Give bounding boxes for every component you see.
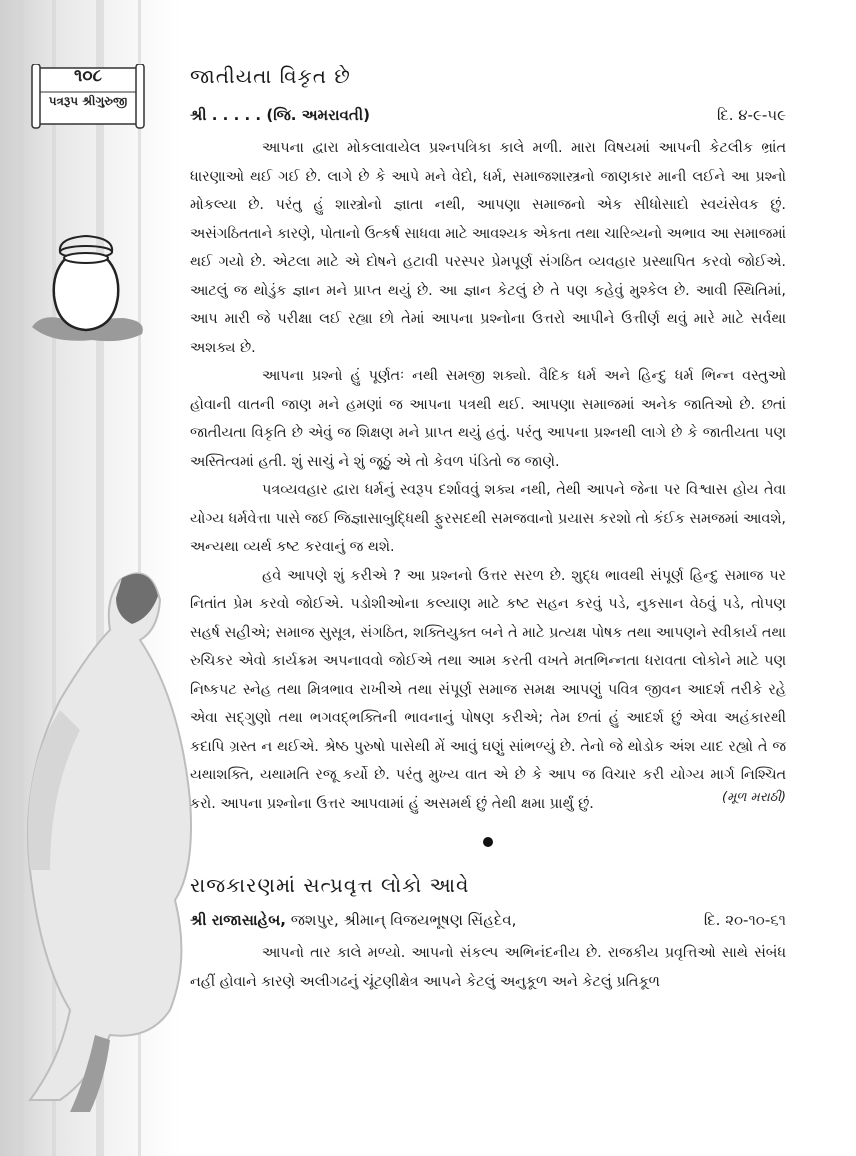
letter-meta-2 (190, 911, 786, 929)
recipient-1: શ્રી . . . . . (જિ. અમરાવતી) (190, 106, 370, 124)
letter1-paragraph: હવે આપણે શું કરીએ ? આ પ્રશ્નનો ઉત્તર સરળ છે. શુદ્ધ ભાવથી સંપૂર્ણ હિન્દુ સમાજ પર નિતાંત પ્રેમ કરવો જોઈએ. પડોશીઓના કલ્યાણ માટે કષ્ટ સહન કરવું પડે, નુકસાન વેઠવું પડે, તોપણ સહર્ષ સહીએ; સમાજ સુસૂત્ર, સંગઠિત, શક્તિયુક્ત બને તે માટે પ્રત્યક્ષ પોષક તથા આપણને સ્વીકાર્ય તથા રુચિકર એવો કાર્યક્રમ અપનાવવો જોઈએ તથા આમ કરતી વખતે મતભિન્નતા ધરાવતા લોકોને માટે પણ નિષ્કપટ સ્નેહ તથા મિત્રભાવ રાખીએ તથા સંપૂર્ણ સમાજ સમક્ષ આપણું પવિત્ર જીવન આદર્શ તરીકે રહે એવા સદ્ગુણો તથા ભગવદ્ભક્તિની ભાવનાનું પોષણ કરીએ; તેમ છતાં હું આદર્શ છું એવા અહંકારથી કદાપિ ગ્રસ્ત ન થઈએ. શ્રેષ્ઠ પુરુષો પાસેથી મેં આવું ઘણું સાંભળ્યું છે. તેનો જે થોડોક અંશ યાદ રહ્યો તે જ યથાશક્તિ, યથામતિ રજૂ કર્યો છે. પરંતુ મુખ્ય વાત એ છે કે આપ જ વિચાર કરી યોગ્ય માર્ગ નિશ્ચિત કરો. આપના પ્રશ્નોના ઉત્તર આપવામાં હું અસમર્થ છું તેથી ક્ષમા પ્રાર્થું છું. (190, 567, 786, 812)
page-content (190, 64, 786, 996)
pot-illustration-icon (22, 232, 152, 362)
section-divider-bullet (483, 837, 493, 847)
recipient-2-name: શ્રી રાજાસાહેબ, (190, 911, 286, 929)
letter-meta-1 (190, 106, 786, 124)
letter1-paragraph: આપના દ્વારા મોકલાવાયેલ પ્રશ્નપત્રિકા કાલે મળી. મારા વિષયમાં આપની કેટલીક ભ્રાંત ધારણાઓ થઈ ગઈ છે. લાગે છે કે આપે મને વેદો, ધર્મ, સમાજશાસ્ત્રનો જાણકાર માની લઈને આ પ્રશ્નો મોકલ્યા છે. પરંતુ હું શાસ્ત્રોનો જ્ઞાતા નથી, આપણા સમાજનો એક સીધોસાદો સ્વયંસેવક છું. અસંગઠિતતાને કારણે, પોતાનો ઉત્કર્ષ સાધવા માટે આવશ્યક એકતા તથા ચારિત્ર્યનો અભાવ આ સમાજમાં થઈ ગયો છે. એટલા માટે એ દોષને હટાવી પરસ્પર પ્રેમપૂર્ણ સંગઠિત વ્યવહાર પ્રસ્થાપિત કરવો જોઈએ. આટલું જ થોડુંક જ્ઞાન મને પ્રાપ્ત થયું છે. આ જ્ઞાન કેટલું છે તે પણ કહેવું મુશ્કેલ છે. આવી સ્થિતિમાં, આપ મારી જે પરીક્ષા લઈ રહ્યા છો તેમાં આપના પ્રશ્નોના ઉત્તરો આપીને ઉત્તીર્ણ થવું મારે માટે સર્વથા અશક્ય છે. (190, 140, 786, 356)
letter1-paragraph: પત્રવ્યવહાર દ્વારા ધર્મનું સ્વરૂપ દર્શાવવું શક્ય નથી, તેથી આપને જેના પર વિશ્વાસ હોય તેવા યોગ્ય ધર્મવેત્તા પાસે જઈ જિજ્ઞાસાબુદ્ધિથી ફુરસદથી સમજવાનો પ્રયાસ કરશો તો કંઈક સમજમાં આવશે, અન્યથા વ્યર્થ કષ્ટ કરવાનું જ થશે. (190, 482, 786, 555)
recipient-2 (190, 911, 516, 929)
letter1-paragraph: આપના પ્રશ્નો હું પૂર્ણતઃ નથી સમજી શક્યો. વૈદિક ધર્મ અને હિન્દુ ધર્મ ભિન્ન વસ્તુઓ હોવાની વાતની જાણ મને હમણાં જ આપના પત્રથી થઈ. આપણા સમાજમાં અનેક જાતિઓ છે. છતાં જાતીયતા વિકૃતિ છે એવું જ શિક્ષણ મને પ્રાપ્ત થયું હતું. પરંતુ આપના પ્રશ્નથી લાગે છે કે જાતીયતા પણ અસ્તિત્વમાં હતી. શું સાચું ને શું જૂઠું એ તો કેવળ પંડિતો જ જાણે. (190, 368, 786, 470)
letter2-paragraph: આપનો તાર કાલે મળ્યો. આપનો સંકલ્પ અભિનંદનીય છે. રાજકીય પ્રવૃત્તિઓ સાથે સંબંધ નહીં હોવાને કારણે અલીગઢનું ચૂંટણીક્ષેત્ર આપને કેટલું અનુકૂળ અને કેટલું પ્રતિકૂળ (190, 945, 786, 990)
recipient-2-details: જશપુર, શ્રીમાન્ વિજયભૂષણ સિંહદેવ, (285, 911, 517, 929)
letter-title-2: રાજકારણમાં સત્પ્રવૃત્ત લોકો આવે (190, 873, 470, 897)
letter-title-1: જાતીયતા વિકૃત છે (190, 64, 351, 88)
page-header-scroll (30, 64, 146, 130)
letter-date-2: દિ. ૨૦-૧૦-૬૧ (703, 911, 786, 929)
source-note: (મૂળ મરાઠી) (722, 790, 786, 805)
letter-date-1: દિ. ૪-૯-૫૯ (716, 106, 786, 124)
page-number: ૧૦૮ (74, 66, 102, 86)
running-head: પત્રરૂપ શ્રીગુરુજી (48, 94, 128, 108)
monk-figure-image (0, 540, 210, 1120)
